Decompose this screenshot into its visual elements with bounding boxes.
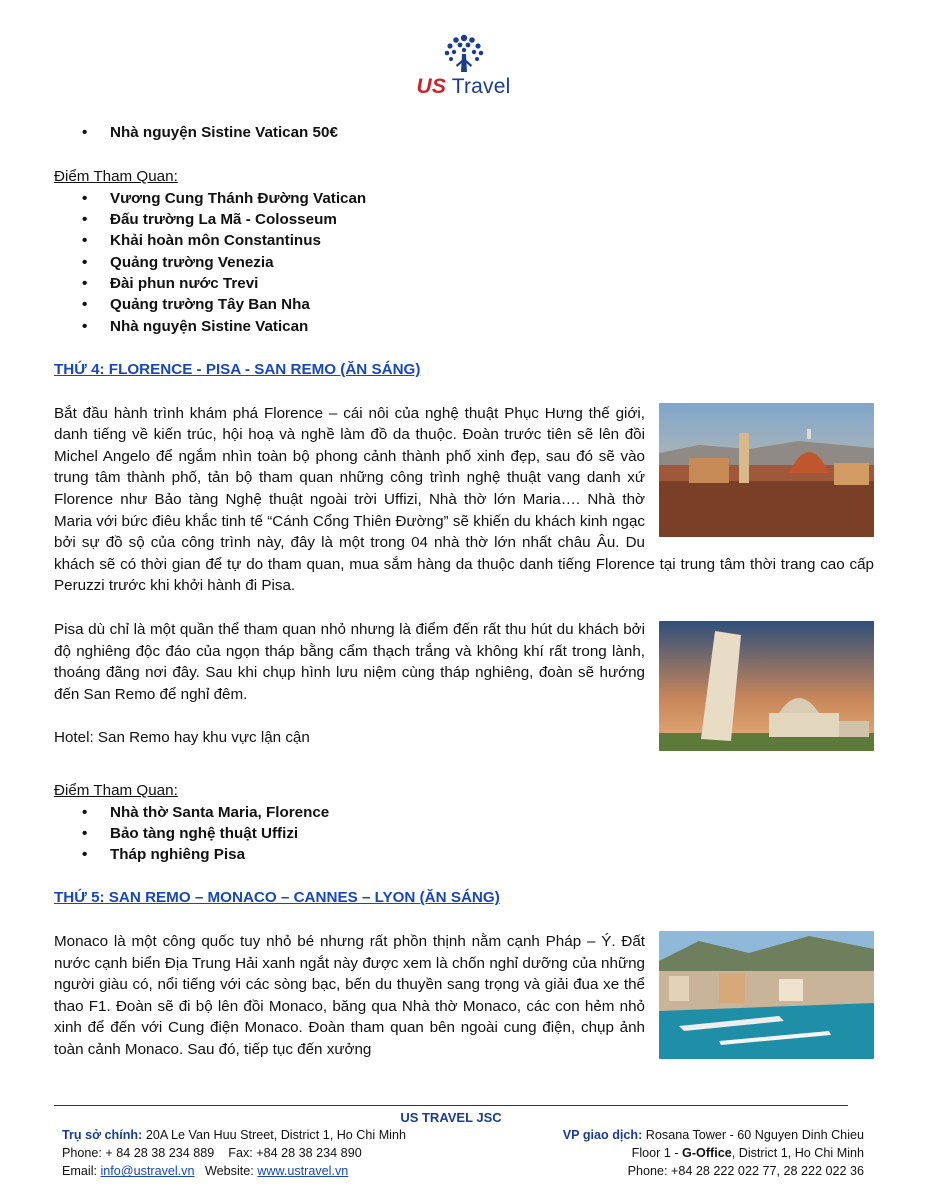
list-item: • Nhà thờ Santa Maria, Florence [110, 802, 874, 823]
office-phone: Phone: +84 28 222 022 77, 28 222 022 36 [627, 1164, 864, 1179]
office-floor-suffix: , District 1, Ho Chi Minh [731, 1146, 864, 1161]
hq-phone: Phone: + 84 28 38 234 889 Fax: +84 28 38 234 890 [62, 1146, 362, 1161]
florence-photo [659, 403, 874, 537]
company-name: US TRAVEL JSC [400, 1110, 502, 1125]
pisa-tower-photo [659, 621, 874, 751]
head-office-block [62, 1126, 406, 1181]
list-item: • Vương Cung Thánh Đường Vatican [110, 188, 874, 209]
office-floor-name: G-Office [682, 1146, 732, 1161]
hotel-info: Hotel: San Remo hay khu vực lận cận [54, 729, 310, 747]
list-item: • Quảng trường Venezia [110, 252, 874, 273]
list-item: • Đấu trường La Mã - Colosseum [110, 209, 874, 230]
sights-heading: Điểm Tham Quan: [54, 781, 178, 799]
tree-logo-icon [441, 32, 487, 76]
day5-paragraph-monaco: Monaco là một công quốc tuy nhỏ bé nhưng rất phồn thịnh nằm cạnh Pháp – Ý. Đất nước cạnh biển Địa Trung Hải xanh ngắt này được xem là chốn nghỉ dưỡng của những người giàu có, nổi tiếng với các sòng bạc, bến du thuyền sang trọng và giải đua xe thể thao F1. Đoàn sẽ đi bộ lên đồi Monaco, băng qua Nhà thờ Monaco, các con hẻm nhỏ xinh để đến với Cung điện Monaco. Đoàn tham quan bên ngoài cung điện, chụp ảnh toàn cảnh Monaco. Sau đó, tiếp tục đến xưởng [54, 932, 645, 1058]
list-item: • Nhà nguyện Sistine Vatican 50€ [110, 122, 874, 143]
list-item: • Bảo tàng nghệ thuật Uffizi [110, 823, 874, 844]
hq-address: 20A Le Van Huu Street, District 1, Ho Chi Minh [142, 1128, 406, 1142]
office-label: VP giao dịch: [562, 1128, 643, 1142]
website-link[interactable]: www.ustravel.vn [257, 1164, 349, 1179]
list-item: • Đài phun nước Trevi [110, 273, 874, 294]
day4-title: THỨ 4: FLORENCE - PISA - SAN REMO (ĂN SÁNG) [54, 360, 421, 378]
document-body [54, 122, 874, 1065]
sights-list [54, 802, 874, 866]
list-item: • Nhà nguyện Sistine Vatican [110, 316, 874, 337]
day5-title: THỨ 5: SAN REMO – MONACO – CANNES – LYON (ĂN SÁNG) [54, 889, 500, 907]
hq-label: Trụ sở chính: [62, 1128, 143, 1142]
office-floor-prefix: Floor 1 - [631, 1146, 683, 1161]
office-address: Rosana Tower - 60 Nguyen Dinh Chieu [642, 1128, 864, 1142]
sights-heading: Điểm Tham Quan: [54, 168, 178, 186]
page-footer [54, 1105, 864, 1181]
monaco-photo [659, 931, 874, 1059]
list-item: • Tháp nghiêng Pisa [110, 844, 874, 865]
logo-travel-text: Travel [451, 75, 511, 98]
sights-list [54, 188, 874, 337]
website-label: Website: [194, 1164, 258, 1179]
price-list [54, 122, 874, 143]
list-item: • Khải hoàn môn Constantinus [110, 230, 874, 251]
email-label: Email: [62, 1164, 101, 1179]
company-logo [0, 32, 927, 98]
logo-us-text: US [416, 75, 447, 98]
day4-paragraph-florence: Bắt đầu hành trình khám phá Florence – cái nôi của nghệ thuật Phục Hưng thế giới, danh tiếng về kiến trúc, hội hoạ và nghề làm đồ da thuộc. Đoàn trước tiên sẽ lên đồi Michel Angelo để ngắm nhìn toàn bộ phong cảnh thành phố xinh đẹp, sau đó sẽ vào trung tâm thành phố, tản bộ tham quan những công trình nghệ thuật vang danh xứ Florence như Bảo tàng Nghệ thuật ngoài trời Uffizi, Nhà thờ lớn Maria…. Nhà thờ Maria với bức điêu khắc tinh tế “Cánh Cổng Thiên Đường” sẽ khiến du khách kinh ngạc bởi sự đồ sộ của công trình này, đây là một trong 04 nhà thờ lớn nhất châu Âu. Du khách sẽ có thời gian để tự do tham quan, mua sắm hàng da thuộc danh tiếng Florence tại trung tâm thời trang cao cấp Peruzzi trước khi khởi hành đi Pisa. [54, 404, 874, 595]
office-block [563, 1126, 864, 1181]
day4-paragraph-pisa: Pisa dù chỉ là một quần thể tham quan nhỏ nhưng là điểm đến rất thu hút du khách bởi độ nghiêng độc đáo của ngọn tháp bằng cẩm thạch trắng và không khí rất trong lành, thoáng đãng nơi đây. Sau khi chụp hình lưu niệm cùng tháp nghiêng, đoàn sẽ hướng đến San Remo để nghỉ đêm. [54, 620, 645, 703]
list-item: • Quảng trường Tây Ban Nha [110, 294, 874, 315]
email-link[interactable]: info@ustravel.vn [100, 1164, 195, 1179]
